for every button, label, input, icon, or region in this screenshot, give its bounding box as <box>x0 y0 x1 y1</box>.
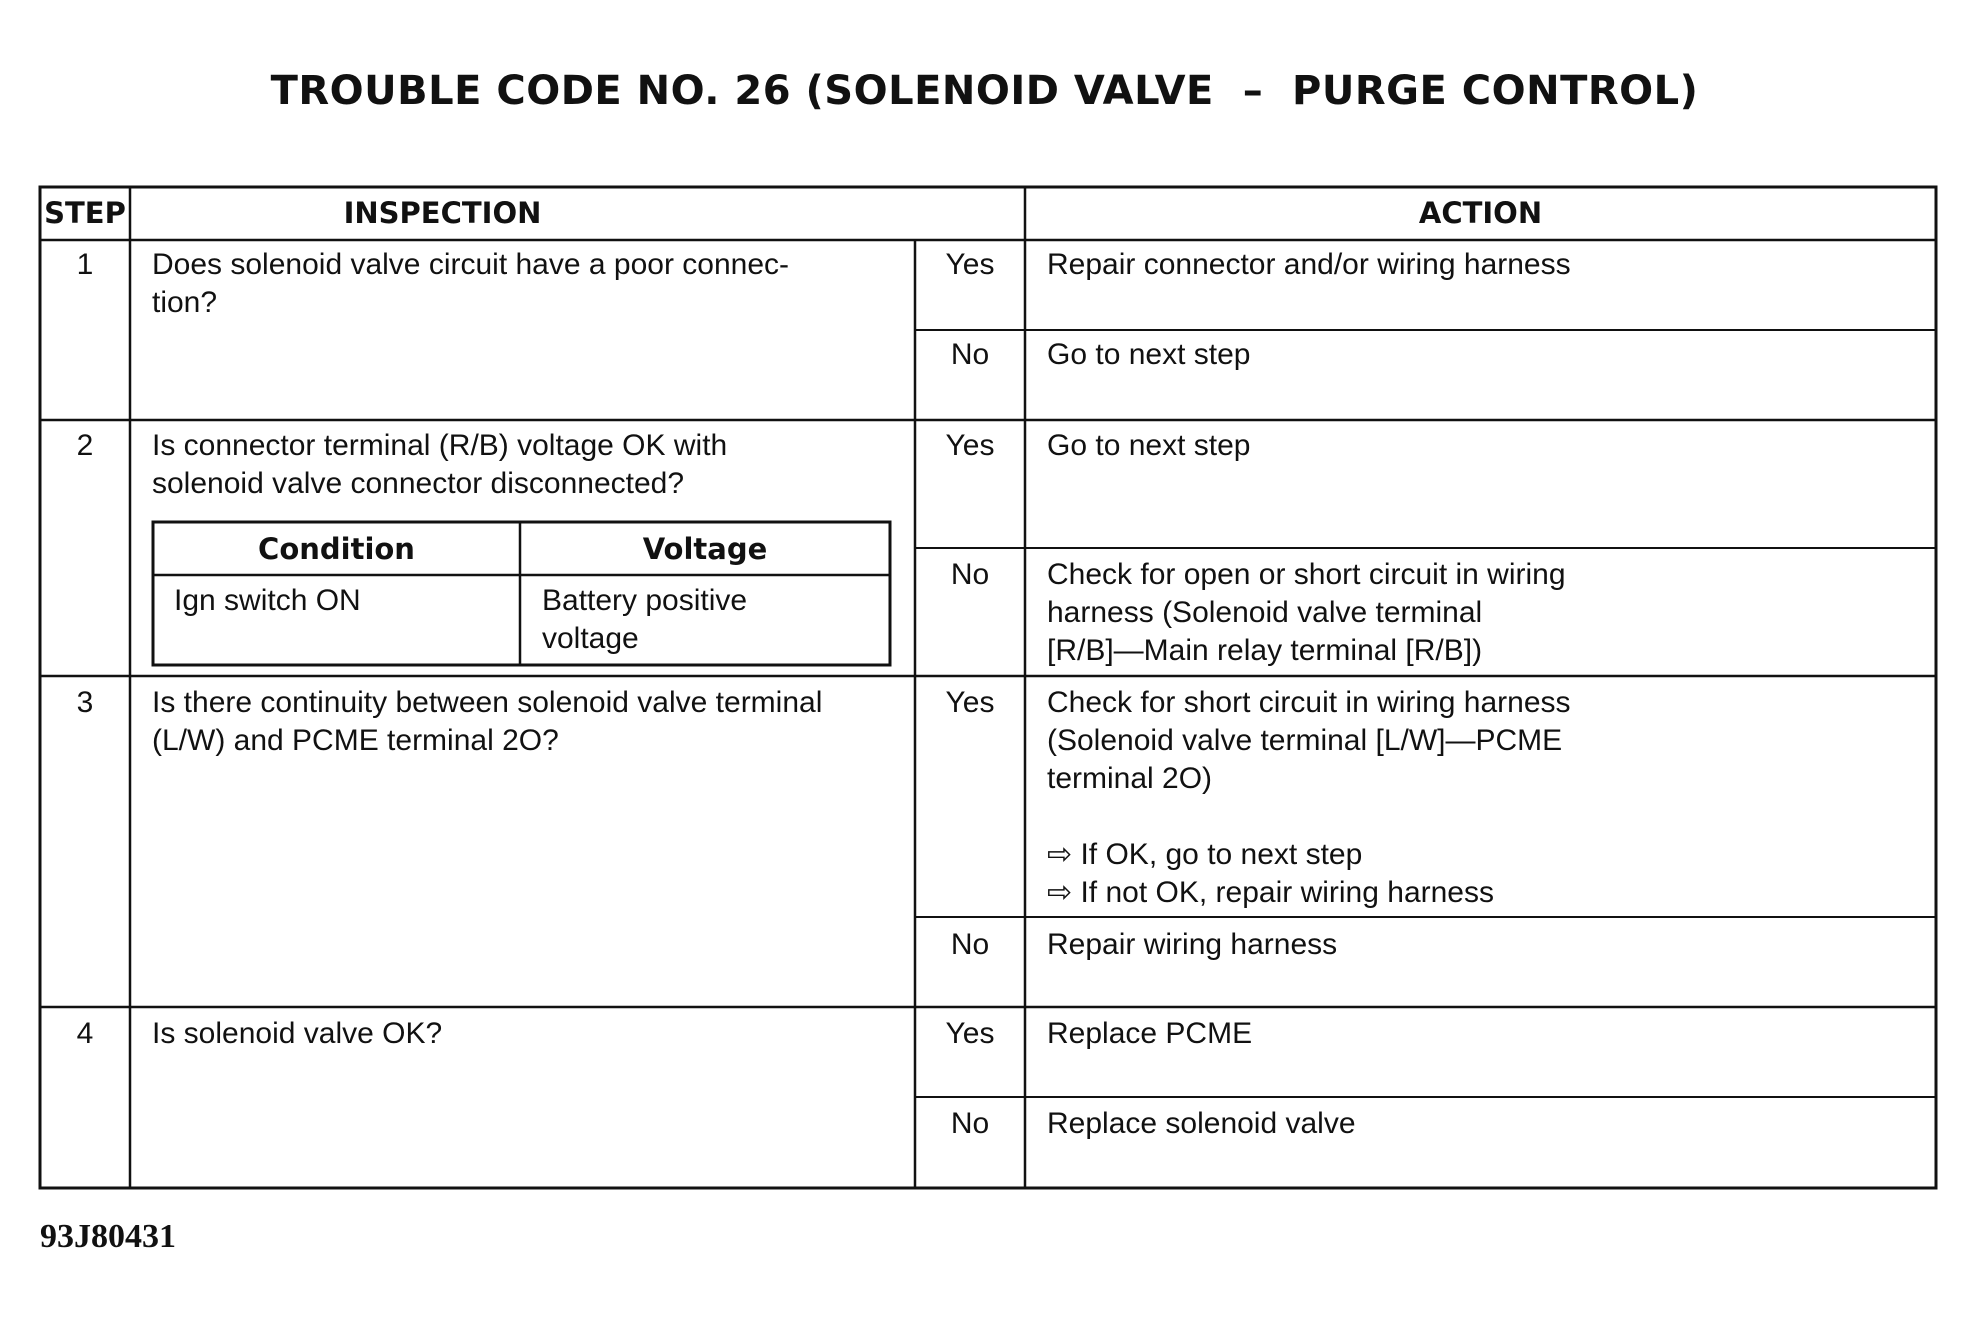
yes-label: Yes <box>945 429 995 462</box>
step-number: 1 <box>76 248 94 281</box>
step-inspection: Does solenoid valve circuit have a poor connec- tion? <box>152 248 790 319</box>
step-inspection: Is connector terminal (R/B) voltage OK with solenoid valve connector disconnected? <box>152 429 728 500</box>
step-number: 4 <box>76 1017 94 1050</box>
yes-action: Replace PCME <box>1047 1017 1253 1050</box>
yes-action: Repair connector and/or wiring harness <box>1047 248 1571 281</box>
yes-action: Check for short circuit in wiring harness (Solenoid valve terminal [L/W]—PCME terminal 2O) <box>1047 686 1571 795</box>
no-label: No <box>950 928 990 961</box>
voltage-header: Voltage <box>642 532 768 566</box>
yes-action: Go to next step <box>1047 429 1251 462</box>
inspection-column-header: INSPECTION <box>343 196 542 230</box>
no-action: Replace solenoid valve <box>1047 1107 1356 1140</box>
no-label: No <box>950 558 990 591</box>
figure-id: 93J80431 <box>40 1218 176 1255</box>
step-number: 3 <box>76 686 94 719</box>
yes-label: Yes <box>945 248 995 281</box>
yes-label: Yes <box>945 1017 995 1050</box>
no-label: No <box>950 1107 990 1140</box>
step-inspection: Is there continuity between solenoid valve terminal (L/W) and PCME terminal 2O? <box>152 686 823 757</box>
step-column-header: STEP <box>44 196 126 230</box>
note-if-not-ok: ⇨ If not OK, repair wiring harness <box>1047 876 1494 909</box>
condition-cell: Ign switch ON <box>174 584 361 617</box>
no-action: Repair wiring harness <box>1047 928 1338 961</box>
note-if-ok: ⇨ If OK, go to next step <box>1047 838 1363 871</box>
page-title: TROUBLE CODE NO. 26 (SOLENOID VALVE – PURGE CONTROL) <box>270 68 1699 114</box>
voltage-cell: Battery positive voltage <box>542 584 748 655</box>
action-column-header: ACTION <box>1418 196 1543 230</box>
no-label: No <box>950 338 990 371</box>
condition-header: Condition <box>258 532 415 566</box>
step-number: 2 <box>76 429 94 462</box>
yes-label: Yes <box>945 686 995 719</box>
no-action: Go to next step <box>1047 338 1251 371</box>
step-inspection: Is solenoid valve OK? <box>152 1017 443 1050</box>
no-action: Check for open or short circuit in wiring harness (Solenoid valve terminal [R/B]—Main relay terminal [R/B]) <box>1047 558 1566 667</box>
